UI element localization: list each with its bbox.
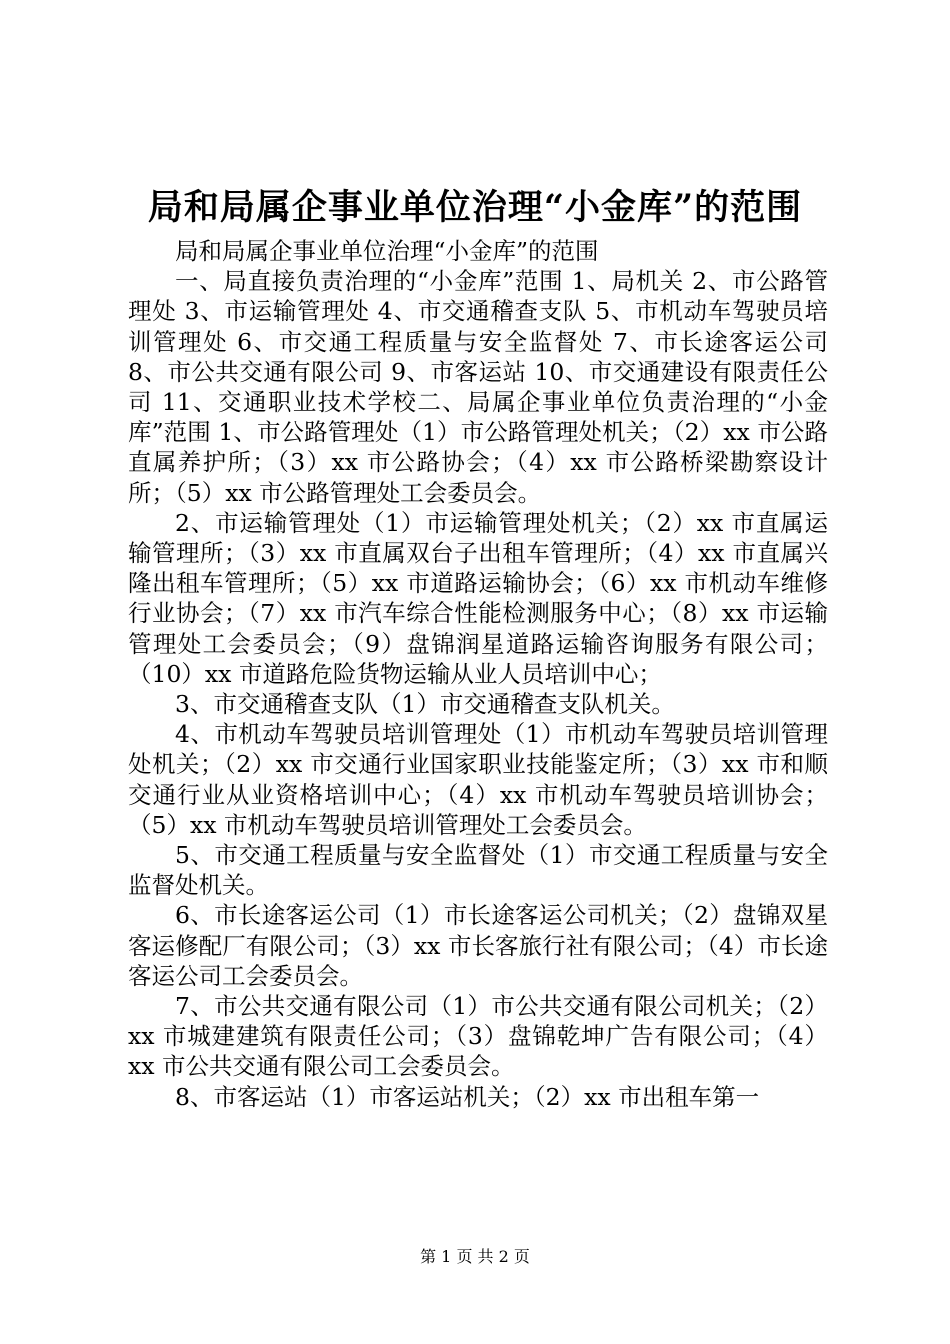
paragraph: 2、市运输管理处（1）市运输管理处机关；（2）xx 市直属运输管理所；（3）xx 市直属双台子出租车管理所；（4）xx 市直属兴隆出租车管理所；（5）xx 市道路运输协会；（6）xx 市机动车维修行业协会；（7）xx 市汽车综合性能检测服务中心；（8）xx 市运输管理处工会委员会；（9）盘锦润星道路运输咨询服务有限公司；（10）xx 市道路危险货物运输从业人员培训中心； [128,508,828,688]
page-number-footer: 第 1 页 共 2 页 [420,1247,530,1266]
paragraph-subtitle: 局和局属企事业单位治理“小金库”的范围 [175,237,599,265]
document-body [128,236,828,1112]
paragraph: 6、市长途客运公司（1）市长途客运公司机关；（2）盘锦双星客运修配厂有限公司；（3）xx 市长客旅行社有限公司；（4）市长途客运公司工会委员会。 [128,901,828,990]
paragraph: 5、市交通工程质量与安全监督处（1）市交通工程质量与安全监督处机关。 [128,841,828,900]
paragraph: 4、市机动车驾驶员培训管理处（1）市机动车驾驶员培训管理处机关；（2）xx 市交通行业国家职业技能鉴定所；（3）xx 市和顺交通行业从业资格培训中心；（4）xx 市机动车驾驶员培训协会；（5）xx 市机动车驾驶员培训管理处工会委员会。 [128,720,828,839]
paragraph: 7、市公共交通有限公司（1）市公共交通有限公司机关；（2）xx 市城建建筑有限责任公司；（3）盘锦乾坤广告有限公司；（4）xx 市公共交通有限公司工会委员会。 [128,992,828,1081]
paragraph: 8、市客运站（1）市客运站机关；（2）xx 市出租车第一 [175,1082,760,1111]
paragraph: 3、市交通稽查支队（1）市交通稽查支队机关。 [175,690,675,719]
paragraph: 一、局直接负责治理的“小金库”范围 1、局机关 2、市公路管理处 3、市运输管理处 4、市交通稽查支队 5、市机动车驾驶员培训管理处 6、市交通工程质量与安全监督处 7、市长途客运公司 8、市公共交通有限公司 9、市客运站 10、市交通建设有限责任公司 11、交通职业技术学校二、局属企事业单位负责治理的“小金库”范围 1、市公路管理处（1）市公路管理处机关；（2）xx 市公路直属养护所；（3）xx 市公路协会；（4）xx 市公路桥梁勘察设计所；（5）xx 市公路管理处工会委员会。 [128,267,828,507]
document-title: 局和局属企事业单位治理“小金库”的范围 [147,187,803,228]
